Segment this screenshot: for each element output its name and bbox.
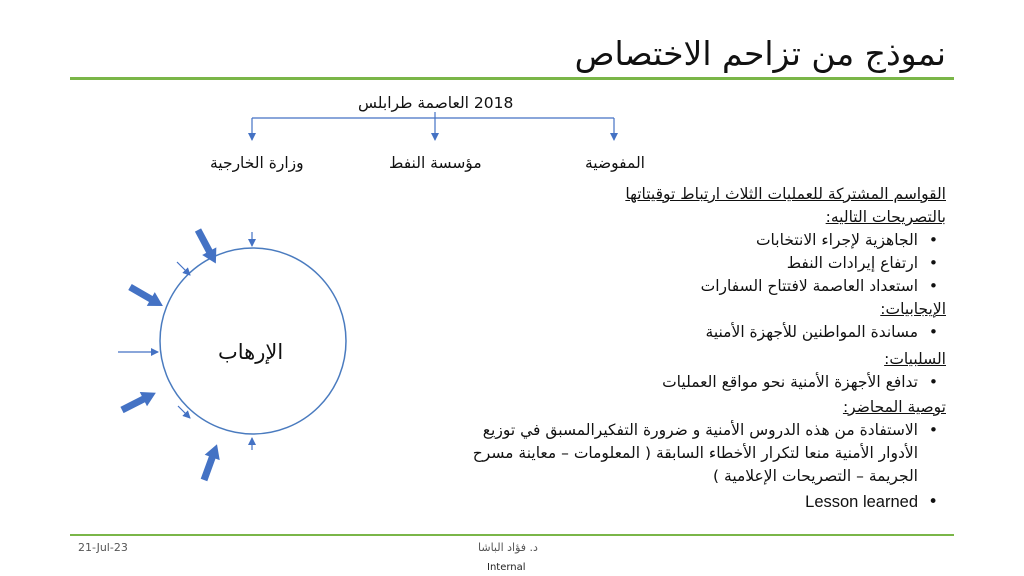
positive-citizen-support: مساندة المواطنين للأجهزة الأمنية	[705, 323, 918, 341]
list-item	[386, 275, 946, 298]
tree-child-commission: المفوضية	[585, 154, 645, 172]
tree-child-oil-corporation: مؤسسة النفط	[389, 154, 482, 172]
thick-arrow-upper-left	[126, 280, 167, 313]
thin-arrow-upper-left	[177, 262, 190, 275]
list-item	[386, 229, 946, 252]
recommendation-lesson-learned: Lesson learned	[805, 493, 918, 511]
content-block	[386, 183, 946, 513]
recommendation-lessons: الاستفادة من هذه الدروس الأمنية و ضرورة التفكيرالمسبق في توزيع الأدوار الأمنية منعا لتكرار الأخطاء السابقة ( المعلومات – معاينة مسرح الجريمة – التصريحات الإعلامية )	[472, 421, 918, 485]
recommendation-heading: توصية المحاضر:	[842, 398, 946, 416]
thick-arrow-bottom	[196, 442, 224, 483]
footer-date: 21-Jul-23	[78, 541, 128, 554]
bullet-glyph: •	[928, 254, 938, 272]
footer-author: د. فؤاد الباشا	[478, 541, 538, 554]
bullet-glyph: •	[928, 373, 938, 391]
tree-root-label: 2018 العاصمة طرابلس	[358, 94, 514, 112]
footer-classification: Internal	[487, 562, 526, 573]
tree-connectors	[252, 112, 614, 140]
thick-arrow-lower-left	[118, 386, 159, 418]
statements-heading: بالتصريحات التاليه:	[825, 208, 946, 226]
list-item	[386, 419, 946, 488]
statement-oil-revenue: ارتفاع إيرادات النفط	[786, 254, 918, 272]
list-item	[386, 252, 946, 275]
common-factors-heading: القواسم المشتركة للعمليات الثلاث ارتباط توقيتاتها	[625, 185, 946, 203]
bullet-glyph: •	[928, 323, 938, 341]
statement-elections: الجاهزية لإجراء الانتخابات	[755, 231, 918, 249]
negative-agency-rush: تدافع الأجهزة الأمنية نحو مواقع العمليات	[662, 373, 918, 391]
tree-child-foreign-ministry: وزارة الخارجية	[210, 154, 304, 172]
terrorism-label: الإرهاب	[218, 340, 284, 364]
bullet-glyph: •	[928, 277, 938, 295]
slide-title: نموذج من تزاحم الاختصاص	[574, 34, 946, 73]
list-item	[386, 371, 946, 394]
statement-embassies: استعداد العاصمة لافتتاح السفارات	[700, 277, 918, 295]
negatives-heading: السلبيات:	[884, 350, 946, 368]
bullet-glyph: •	[928, 421, 938, 439]
bullet-glyph: •	[928, 492, 938, 511]
bullet-glyph: •	[928, 231, 938, 249]
list-item	[386, 490, 946, 513]
list-item	[386, 321, 946, 344]
positives-heading: الإيجابيات:	[880, 300, 946, 318]
footer-divider	[70, 534, 954, 536]
